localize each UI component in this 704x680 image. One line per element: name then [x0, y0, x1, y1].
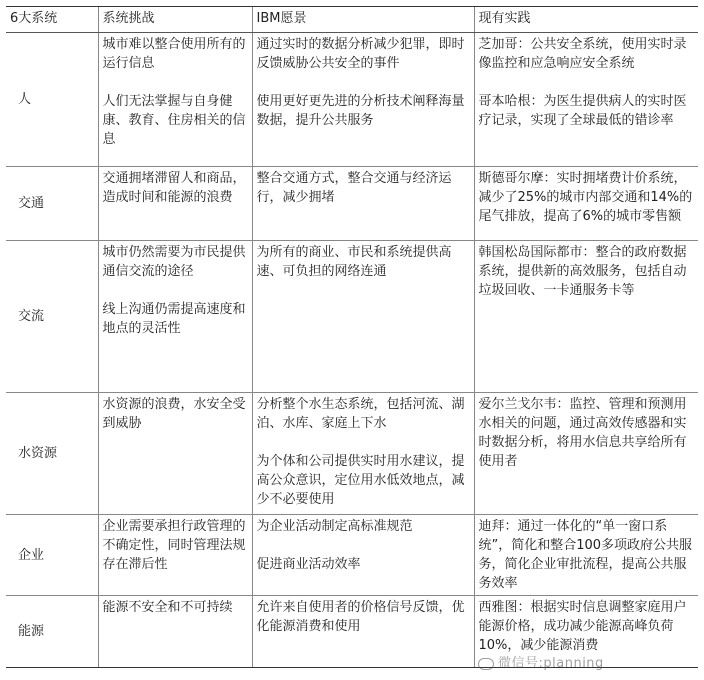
system-name: 人 — [6, 33, 98, 167]
vision-text: 为所有的商业、市民和系统提供高速、可负担的网络连通 — [256, 245, 452, 279]
practice-cell — [474, 241, 698, 393]
smart-city-table — [6, 6, 698, 668]
watermark-text: 微信号:planning — [498, 656, 604, 671]
system-name: 企业 — [6, 515, 98, 596]
challenge-text: 城市仍然需要为市民提供通信交流的途径 — [102, 245, 246, 279]
system-name: 交通 — [6, 167, 98, 241]
vision-text: 使用更好更先进的分析技术阐释海量数据，提升公共服务 — [256, 94, 465, 128]
challenge-text: 能源不安全和不可持续 — [102, 600, 233, 615]
table-row — [6, 33, 698, 167]
table-body — [6, 33, 698, 668]
practice-text: 斯德哥尔摩：实时拥堵费计价系统，减少了25%的城市内部交通和14%的尾气排放，提高了6%的城市零售额 — [478, 171, 693, 224]
vision-text: 促进商业活动效率 — [256, 557, 361, 572]
practice-text: 哥本哈根：为医生提供病人的实时医疗记录，实现了全球最低的错诊率 — [478, 94, 687, 128]
vision-cell — [252, 515, 474, 596]
watermark — [478, 652, 604, 671]
practice-text: 西雅图：根据实时信息调整家庭用户能源价格，成功减少能源高峰负荷10%，减少能源消费 — [478, 600, 687, 653]
table-row — [6, 167, 698, 241]
vision-text: 为企业活动制定高标准规范 — [256, 519, 413, 534]
practice-text: 芝加哥：公共安全系统，使用实时录像监控和应急响应安全系统 — [478, 37, 687, 71]
practice-cell — [474, 167, 698, 241]
vision-text: 分析整个水生态系统，包括河流、湖泊、水库、家庭上下水 — [256, 397, 465, 431]
header-systems: 6大系统 — [6, 7, 98, 33]
challenge-cell — [98, 596, 252, 668]
table-row — [6, 393, 698, 515]
challenge-cell — [98, 393, 252, 515]
challenge-cell — [98, 515, 252, 596]
practice-cell — [474, 33, 698, 167]
practice-text: 韩国松岛国际都市：整合的政府数据系统，提供新的高效服务，包括自动垃圾回收、一卡通服务卡等 — [478, 245, 687, 298]
header-row — [6, 7, 698, 33]
header-challenge: 系统挑战 — [98, 7, 252, 33]
vision-cell — [252, 241, 474, 393]
vision-text: 通过实时的数据分析减少犯罪，即时反馈威胁公共安全的事件 — [256, 37, 465, 71]
challenge-cell — [98, 241, 252, 393]
header-ibm-vision: IBM愿景 — [252, 7, 474, 33]
vision-cell — [252, 596, 474, 668]
challenge-text: 线上沟通仍需提高速度和地点的灵活性 — [102, 302, 246, 336]
vision-cell — [252, 33, 474, 167]
practice-cell — [474, 393, 698, 515]
system-name: 能源 — [6, 596, 98, 668]
system-name: 水资源 — [6, 393, 98, 515]
practice-text: 爱尔兰戈尔韦：监控、管理和预测用水相关的问题，通过高效传感器和实时数据分析，将用水信息共享给所有使用者 — [478, 397, 687, 469]
challenge-text: 人们无法掌握与自身健康、教育、住房相关的信息 — [102, 94, 246, 147]
header-practice: 现有实践 — [474, 7, 698, 33]
challenge-cell — [98, 167, 252, 241]
practice-text: 迪拜：通过一体化的“单一窗口系统”，简化和整合100多项政府公共服务，简化企业审批流程，提高公共服务效率 — [478, 519, 693, 591]
challenge-text: 交通拥堵滞留人和商品，造成时间和能源的浪费 — [102, 171, 246, 205]
vision-text: 为个体和公司提供实时用水建议，提高公众意识，定位用水低效地点，减少不必要使用 — [256, 454, 465, 507]
challenge-cell — [98, 33, 252, 167]
vision-text: 整合交通方式，整合交通与经济运行，减少拥堵 — [256, 171, 452, 205]
table-row — [6, 515, 698, 596]
vision-cell — [252, 167, 474, 241]
wechat-icon — [478, 658, 494, 670]
challenge-text: 企业需要承担行政管理的不确定性，同时管理法规存在滞后性 — [102, 519, 246, 572]
practice-cell — [474, 515, 698, 596]
table-row — [6, 241, 698, 393]
challenge-text: 水资源的浪费，水安全受到威胁 — [102, 397, 246, 431]
system-name: 交流 — [6, 241, 98, 393]
vision-text: 允许来自使用者的价格信号反馈，优化能源消费和使用 — [256, 600, 465, 634]
vision-cell — [252, 393, 474, 515]
challenge-text: 城市难以整合使用所有的运行信息 — [102, 37, 246, 71]
